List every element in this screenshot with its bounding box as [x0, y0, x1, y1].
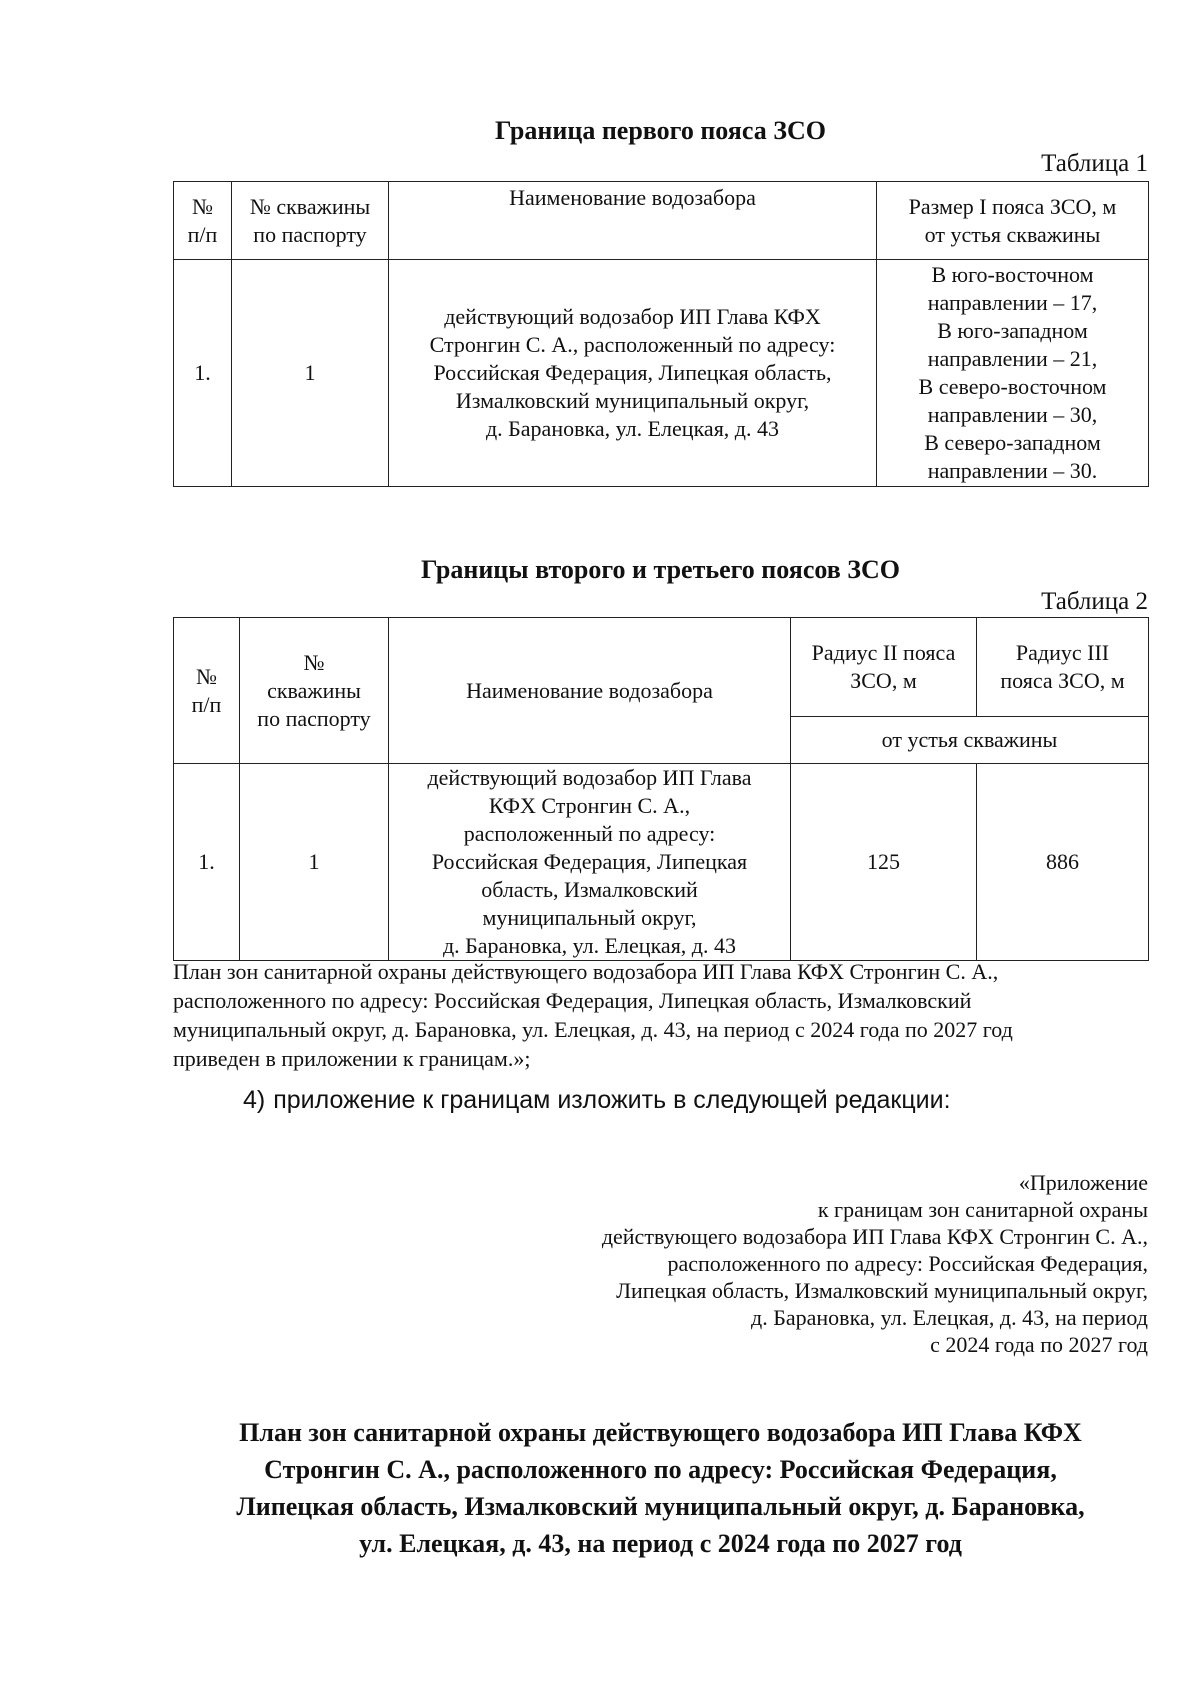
table1-cell-well: 1	[232, 260, 389, 487]
table1-header-num: № п/п	[174, 182, 232, 260]
table2-header-row	[174, 618, 1149, 717]
table1-label: Таблица 1	[1041, 150, 1148, 177]
plan-title-line: Стронгин С. А., расположенного по адресу: Российская Федерация,	[264, 1455, 1057, 1484]
list-item-number: 4)	[243, 1086, 266, 1114]
table-row	[174, 764, 1149, 961]
table1-cell-name: действующий водозабор ИП Глава КФХ Стронгин С. А., расположенный по адресу: Российская Федерация, Липецкая область, Измалковский муниципальный округ, д. Барановка, ул. Елецкая, д. 43	[389, 260, 877, 487]
table2-cell-well: 1	[240, 764, 389, 961]
appendix-line: действующего водозабора ИП Глава КФХ Стронгин С. А.,	[601, 1224, 1148, 1249]
table1-title: Граница первого пояса ЗСО	[495, 116, 826, 145]
plan-title-line: ул. Елецкая, д. 43, на период с 2024 года по 2027 год	[359, 1529, 962, 1558]
list-item-text: приложение к границам изложить в следующей редакции:	[273, 1086, 951, 1114]
appendix-line: Липецкая область, Измалковский муниципальный округ,	[616, 1278, 1148, 1303]
appendix-line: к границам зон санитарной охраны	[817, 1197, 1148, 1222]
appendix-line: «Приложение	[1018, 1170, 1148, 1195]
table2-subheader: от устья скважины	[791, 717, 1149, 764]
plan-title-line: План зон санитарной охраны действующего водозабора ИП Глава КФХ	[239, 1418, 1082, 1447]
list-item-4	[243, 1086, 951, 1115]
paragraph-line: План зон санитарной охраны действующего водозабора ИП Глава КФХ Стронгин С. А.,	[173, 959, 999, 984]
table1	[173, 181, 1149, 487]
table2-cell-name: действующий водозабор ИП Глава КФХ Стронгин С. А., расположенный по адресу: Российская Федерация, Липецкая область, Измалковский муниципальный округ, д. Барановка, ул. Елецкая, д. 43	[389, 764, 791, 961]
table2-header-radius2: Радиус II пояса ЗСО, м	[791, 618, 977, 717]
table2	[173, 617, 1149, 961]
paragraph-line: расположенного по адресу: Российская Федерация, Липецкая область, Измалковский	[173, 988, 972, 1013]
table2-cell-radius2: 125	[791, 764, 977, 961]
table1-header-size: Размер I пояса ЗСО, м от устья скважины	[877, 182, 1149, 260]
table1-cell-num: 1.	[174, 260, 232, 487]
table2-header-radius3: Радиус III пояса ЗСО, м	[977, 618, 1149, 717]
table1-header-row	[174, 182, 1149, 260]
plan-title-line: Липецкая область, Измалковский муниципальный округ, д. Барановка,	[236, 1492, 1085, 1521]
plan-title	[173, 1414, 1148, 1562]
table2-header-well: № скважины по паспорту	[240, 618, 389, 764]
paragraph-line: приведен в приложении к границам.»;	[173, 1046, 531, 1071]
table1-cell-size: В юго-восточном направлении – 17, В юго-западном направлении – 21, В северо-восточном направлении – 30, В северо-западном направлении – 30.	[877, 260, 1149, 487]
table2-title: Границы второго и третьего поясов ЗСО	[420, 555, 901, 584]
table2-cell-radius3: 886	[977, 764, 1149, 961]
appendix-line: расположенного по адресу: Российская Федерация,	[667, 1251, 1148, 1276]
table2-label: Таблица 2	[1041, 588, 1148, 615]
table2-header-num: № п/п	[174, 618, 240, 764]
table2-header-name: Наименование водозабора	[389, 618, 791, 764]
paragraph-line: муниципальный округ, д. Барановка, ул. Елецкая, д. 43, на период с 2024 года по 2027 год	[173, 1017, 1013, 1042]
appendix-line: с 2024 года по 2027 год	[930, 1332, 1148, 1357]
appendix-line: д. Барановка, ул. Елецкая, д. 43, на период	[751, 1305, 1148, 1330]
appendix-header	[602, 1169, 1148, 1358]
table1-header-name: Наименование водозабора	[389, 182, 877, 260]
table2-cell-num: 1.	[174, 764, 240, 961]
table-row	[174, 260, 1149, 487]
table1-header-well: № скважины по паспорту	[232, 182, 389, 260]
